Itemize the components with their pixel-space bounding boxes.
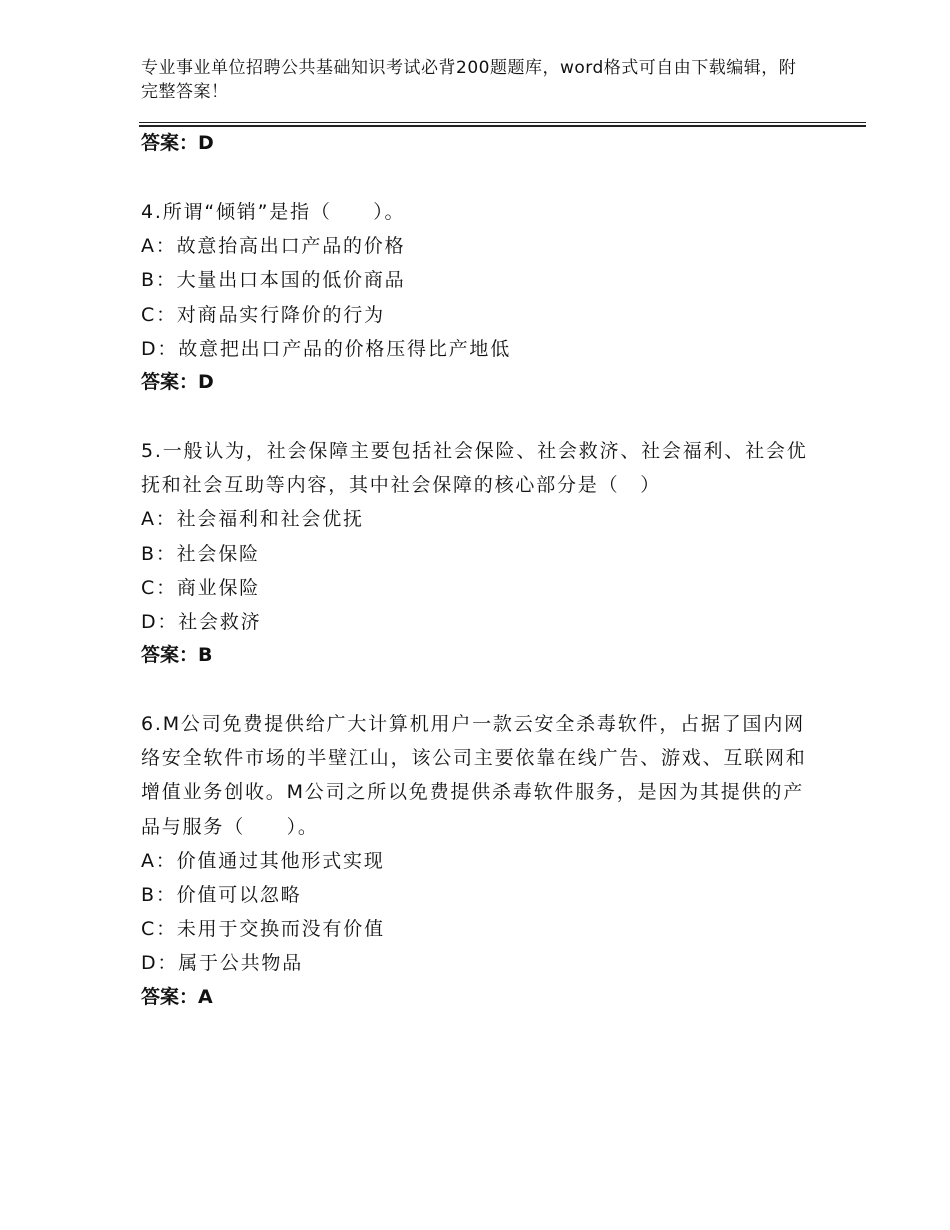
header-rule-thin (139, 122, 866, 123)
option-b: B：价值可以忽略 (141, 884, 302, 907)
option-a: A：社会福利和社会优抚 (141, 508, 364, 531)
option-d: D：故意把出口产品的价格压得比产地低 (141, 337, 512, 360)
previous-answer: 答案：D (141, 132, 214, 154)
question-stem: 6.M公司免费提供给广大计算机用户一款云安全杀毒软件，占据了国内网络安全软件市场的半壁江山，该公司主要依靠在线广告、游戏、互联网和增值业务创收。M公司之所以免费提供杀毒软件服务，是因为其提供的产品与服务（ ）。 (141, 713, 807, 838)
question-stem: 4.所谓“倾销”是指（ ）。 (141, 201, 406, 223)
option-a: A：故意抬高出口产品的价格 (141, 235, 406, 258)
answer-5: 答案：B (141, 644, 213, 666)
page-header: 专业事业单位招聘公共基础知识考试必背200题题库，word格式可自由下载编辑，附完整答案！ (141, 58, 797, 102)
option-b: B：社会保险 (141, 542, 260, 565)
option-d: D：属于公共物品 (141, 952, 304, 975)
option-a: A：价值通过其他形式实现 (141, 849, 385, 872)
option-c: C：未用于交换而没有价值 (141, 918, 385, 941)
header-rule-thick (139, 125, 866, 127)
option-b: B：大量出口本国的低价商品 (141, 269, 406, 292)
option-c: C：商业保险 (141, 576, 261, 599)
answer-6: 答案：A (141, 986, 213, 1008)
question-5 (141, 434, 811, 639)
question-6 (141, 707, 811, 981)
answer-4: 答案：D (141, 371, 214, 393)
question-stem: 5.一般认为，社会保障主要包括社会保险、社会救济、社会福利、社会优抚和社会互助等内容，其中社会保障的核心部分是（ ） (141, 440, 808, 497)
option-c: C：对商品实行降价的行为 (141, 303, 385, 326)
option-d: D：社会救济 (141, 611, 262, 634)
question-4 (141, 195, 811, 366)
